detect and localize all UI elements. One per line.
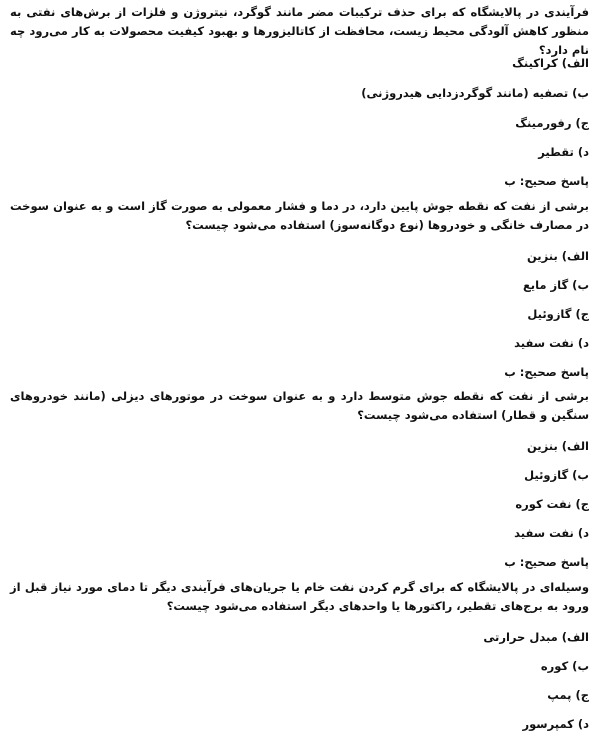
option-a: الف) کراکینگ xyxy=(512,56,589,70)
option-a: الف) بنزین xyxy=(526,439,589,453)
question-block-1 xyxy=(10,3,589,60)
option-d: د) نفت سفید xyxy=(514,336,589,350)
question-block-3 xyxy=(10,387,589,425)
option-c: ج) گازوئیل xyxy=(527,307,589,321)
option-d: د) تقطیر xyxy=(538,145,589,159)
question-block-2 xyxy=(10,197,589,235)
option-a: الف) بنزین xyxy=(526,249,589,263)
question-text: فرآیندی در پالایشگاه که برای حذف ترکیبات مضر مانند گوگرد، نیتروژن و فلزات از برش‌های نفتی به منظور کاهش آلودگی محیط زیست، محافظت از کاتالیزورها و بهبود کیفیت محصولات به کار می‌رود چه نام دارد؟ xyxy=(10,5,589,57)
option-d: د) کمپرسور xyxy=(522,717,589,731)
correct-answer: پاسخ صحیح: ب xyxy=(504,365,589,379)
question-text: برشی از نفت که نقطه جوش متوسط دارد و به عنوان سوخت در موتورهای دیزلی (مانند خودروهای سنگین و قطار) استفاده می‌شود چیست؟ xyxy=(10,389,589,422)
question-text: برشی از نفت که نقطه جوش پایین دارد، در دما و فشار معمولی به صورت گاز است و به عنوان سوخت در مصارف خانگی و خودروها (نوع دوگانه‌سوز) استفاده می‌شود چیست؟ xyxy=(10,199,589,232)
option-c: ج) رفورمینگ xyxy=(515,116,589,130)
question-block-4 xyxy=(10,578,589,616)
option-b: ب) گاز مایع xyxy=(522,278,589,292)
question-text: وسیله‌ای در پالایشگاه که برای گرم کردن نفت خام یا جریان‌های فرآیندی دیگر تا دمای مورد نیاز قبل از ورود به برج‌های تقطیر، راکتورها یا واحدهای دیگر استفاده می‌شود چیست؟ xyxy=(10,580,589,613)
option-c: ج) نفت کوره xyxy=(515,497,589,511)
correct-answer: پاسخ صحیح: ب xyxy=(504,555,589,569)
correct-answer: پاسخ صحیح: ب xyxy=(504,174,589,188)
option-a: الف) مبدل حرارتی xyxy=(483,630,589,644)
option-c: ج) پمپ xyxy=(547,688,589,702)
option-b: ب) کوره xyxy=(540,659,589,673)
option-d: د) نفت سفید xyxy=(514,526,589,540)
option-b: ب) تصفیه (مانند گوگردزدایی هیدروژنی) xyxy=(361,86,589,100)
option-b: ب) گازوئیل xyxy=(524,468,589,482)
